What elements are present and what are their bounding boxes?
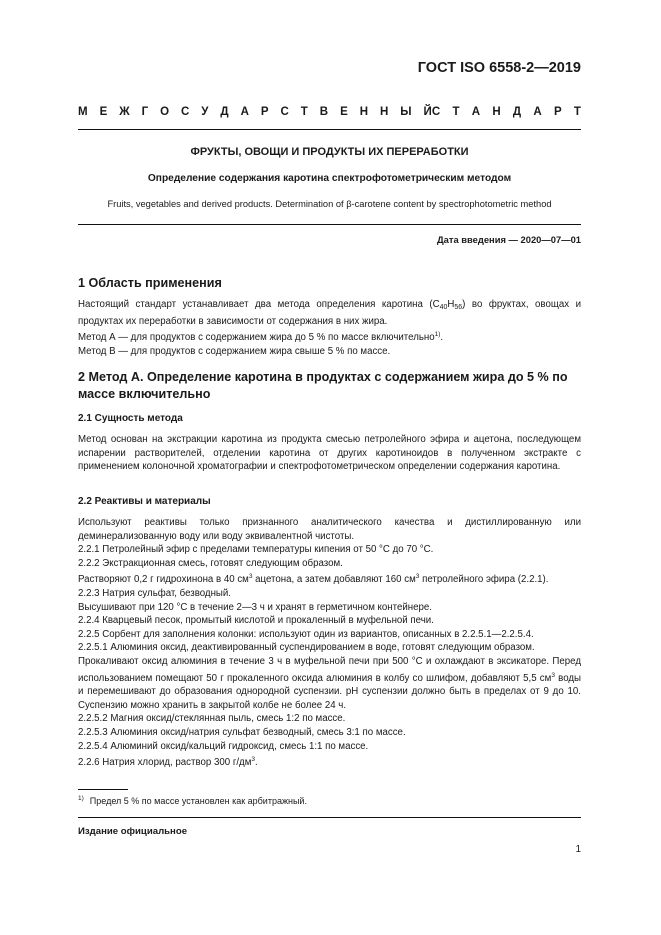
title-english: Fruits, vegetables and derived products. Determination of β-carotene content by spectrophotometric method: [107, 199, 552, 209]
paragraph: 2.2.5.1 Алюминия оксид, деактивированный суспендированием в воде, готовят следующим образом.: [78, 642, 535, 654]
standard-word: С Т А Н Д А Р Т: [431, 106, 581, 118]
introduction-date: Дата введения — 2020—07—01: [436, 234, 581, 245]
header-rule: [78, 129, 581, 130]
footnote-mark: 1): [78, 795, 84, 802]
subsection-2-2-body: [78, 516, 581, 770]
title-main: ФРУКТЫ, ОВОЩИ И ПРОДУКТЫ ИХ ПЕРЕРАБОТКИ: [190, 146, 469, 158]
interstate-standard-banner: [78, 106, 581, 118]
paragraph: 2.2.5.3 Алюминия оксид/натрия сульфат безводный, смесь 3:1 по массе.: [78, 726, 406, 738]
footnote: [78, 795, 307, 806]
official-edition-label: Издание официальное: [78, 826, 188, 837]
footnote-rule: [78, 789, 128, 790]
paragraph: 2.2.5 Сорбент для заполнения колонки: используют один из вариантов, описанных в 2.2.5.1—2.2.5.4.: [78, 628, 534, 640]
paragraph: Растворяют 0,2 г гидрохинона в 40 $см^3$ ацетона, а затем добавляют 160 $см^3$ петролейного эфира (2.2.1).: [78, 573, 549, 586]
subsection-2-2-heading: 2.2 Реактивы и материалы: [78, 496, 211, 507]
section-2-heading: 2 Метод А. Определение каротина в продуктах с содержанием жира до 5 % по массе включительно: [78, 370, 568, 401]
paragraph: 2.2.3 Натрия сульфат, безводный.: [78, 587, 231, 599]
interstate-word: М Е Ж Г О С У Д А Р С Т В Е Н Н Ы Й: [78, 106, 432, 118]
title-sub: Определение содержания каротина спектрофотометрическим методом: [147, 173, 512, 184]
paragraph: Метод В — для продуктов с содержанием жира свыше 5 % по массе.: [78, 345, 391, 357]
paragraph: Метод А — для продуктов с содержанием жира до 5 % по массе включительно$^{1)}$.: [78, 331, 444, 344]
subsection-2-1-body: [78, 433, 581, 474]
paragraph: Высушивают при 120 °С в течение 2—3 ч и хранят в герметичном контейнере.: [78, 601, 432, 613]
doc-number: ГОСТ ISO 6558-2—2019: [417, 60, 581, 76]
subsection-2-1-heading: 2.1 Сущность метода: [78, 413, 183, 424]
paragraph: 2.2.4 Кварцевый песок, промытый кислотой и прокаленный в муфельной печи.: [78, 615, 434, 627]
paragraph: 2.2.6 Натрия хлорид, раствор 300 $г/дм^3$.: [78, 756, 258, 769]
paragraph: Прокаливают оксид алюминия в течение 3 ч в муфельной печи при 500 °С и охлаждают в эксикаторе. Перед использованием помещают 50 г прокаленного оксида алюминия в колбу со шлифом, добавляют 5,5 $см^3$ воды и перемешивают до образования однородной суспензии. pH суспензии должно быть в пределах от 9 до 10. Суспензию можно хранить в закрытой колбе не более 24 ч.: [78, 655, 581, 711]
section-1-heading: 1 Область применения: [78, 276, 222, 290]
title-rule: [78, 224, 581, 225]
page-number: 1: [575, 844, 581, 855]
paragraph: Настоящий стандарт устанавливает два метода определения каротина $(C_{40}H_{56})$ во фруктах, овощах и продуктах их переработки в зависимости от содержания в них жира.: [78, 299, 581, 327]
paragraph: 2.2.2 Экстракционная смесь, готовят следующим образом.: [78, 557, 343, 569]
paragraph: 2.2.5.4 Алюминий оксид/кальций гидроксид, смесь 1:1 по массе.: [78, 740, 369, 752]
footnote-text: Предел 5 % по массе установлен как арбитражный.: [89, 796, 307, 806]
footer-rule: [78, 817, 581, 818]
paragraph: Используют реактивы только признанного аналитического качества и дистиллированную или деминерализованную воду или воду эквивалентной чистоты.: [78, 517, 581, 542]
paragraph: Метод основан на экстракции каротина из продукта смесью петролейного эфира и ацетона, последующем испарении растворителей, отделении каротина от других каротиноидов в полученном экстракте с применением колоночной хроматографии и спектрофотометрическом определении содержания каротина.: [78, 434, 581, 473]
section-1-body: [78, 298, 581, 358]
paragraph: 2.2.5.2 Магния оксид/стеклянная пыль, смесь 1:2 по массе.: [78, 713, 346, 725]
paragraph: 2.2.1 Петролейный эфир с пределами температуры кипения от 50 °С до 70 °С.: [78, 544, 434, 556]
